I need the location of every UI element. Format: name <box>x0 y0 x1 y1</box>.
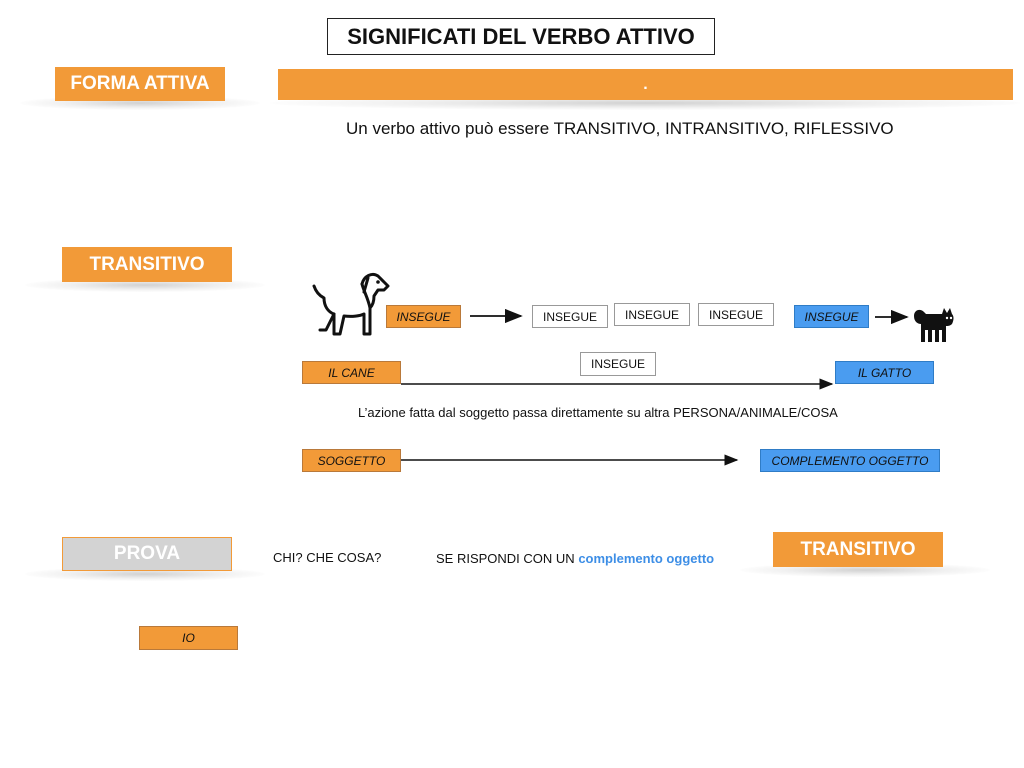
result-label: TRANSITIVO <box>773 532 943 567</box>
answer-highlight: complemento oggetto <box>578 551 715 566</box>
verb-box-step-3: INSEGUE <box>698 303 774 326</box>
transitivo-label: TRANSITIVO <box>62 247 232 282</box>
soggetto-box: SOGGETTO <box>302 449 401 472</box>
question-text: CHI? CHE COSA? <box>273 550 382 565</box>
verb-box-step-1: INSEGUE <box>532 305 608 328</box>
answer-text <box>436 551 714 566</box>
prova-label: PROVA <box>62 537 232 571</box>
verb-box-blue: INSEGUE <box>794 305 869 328</box>
complemento-oggetto-box: COMPLEMENTO OGGETTO <box>760 449 940 472</box>
answer-prefix: SE RISPONDI CON UN <box>436 551 575 566</box>
verb-box-orange: INSEGUE <box>386 305 461 328</box>
io-box: IO <box>139 626 238 650</box>
verb-box-middle: INSEGUE <box>580 352 656 376</box>
intro-text: Un verbo attivo può essere TRANSITIVO, INTRANSITIVO, RIFLESSIVO <box>346 119 894 138</box>
forma-attiva-bar: . <box>278 69 1013 100</box>
verb-box-step-2: INSEGUE <box>614 303 690 326</box>
object-box: IL GATTO <box>835 361 934 384</box>
page-title: SIGNIFICATI DEL VERBO ATTIVO <box>327 18 715 55</box>
subject-box: IL CANE <box>302 361 401 384</box>
forma-attiva-label: FORMA ATTIVA <box>55 67 225 101</box>
explanation-text: L’azione fatta dal soggetto passa direttamente su altra PERSONA/ANIMALE/COSA <box>358 405 838 420</box>
